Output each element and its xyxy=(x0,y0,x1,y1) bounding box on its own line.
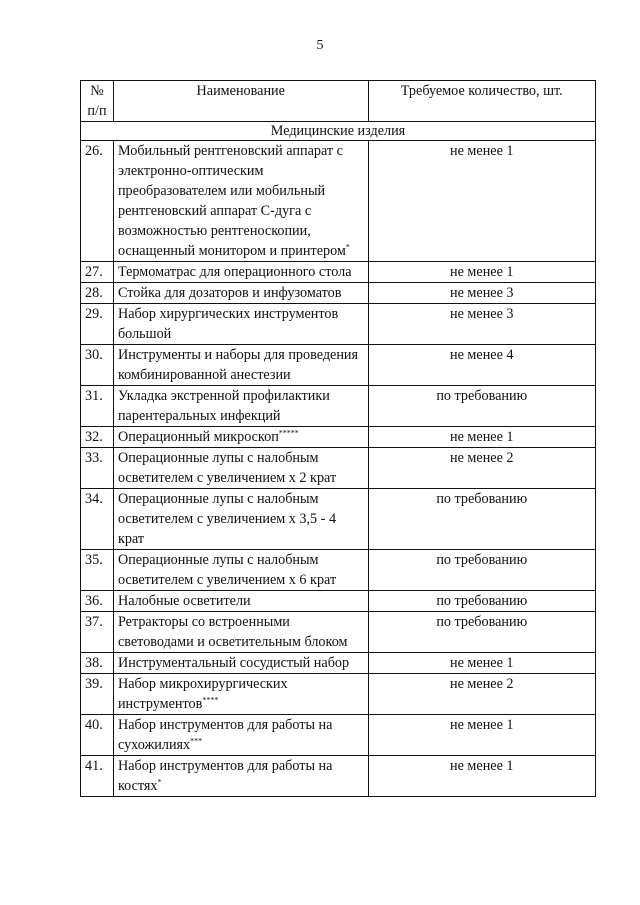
row-name-cell xyxy=(113,653,368,674)
row-quantity: не менее 3 xyxy=(368,304,595,345)
row-name-cell xyxy=(113,674,368,715)
table-row xyxy=(81,283,596,304)
row-name-cell xyxy=(113,283,368,304)
row-number: 34. xyxy=(81,489,114,550)
section-row xyxy=(81,122,596,141)
equipment-table xyxy=(80,80,596,797)
row-quantity: не менее 2 xyxy=(368,448,595,489)
row-quantity: по требованию xyxy=(368,489,595,550)
row-quantity: не менее 2 xyxy=(368,674,595,715)
row-name: Операционные лупы с налобным осветителем с увеличением х 6 крат xyxy=(117,552,337,588)
table-header-row xyxy=(81,81,596,122)
footnote-mark: ***** xyxy=(278,428,299,438)
row-name: Операционные лупы с налобным осветителем с увеличением х 3,5 - 4 крат xyxy=(117,491,337,547)
row-number: 30. xyxy=(81,345,114,386)
row-number: 35. xyxy=(81,550,114,591)
table-row xyxy=(81,550,596,591)
row-number: 41. xyxy=(81,756,114,797)
footnote-mark: * xyxy=(345,242,350,252)
footnote-mark: *** xyxy=(190,736,203,746)
row-name-cell xyxy=(113,304,368,345)
row-number: 26. xyxy=(81,141,114,262)
row-quantity: не менее 1 xyxy=(368,715,595,756)
row-quantity: не менее 1 xyxy=(368,427,595,448)
table-row xyxy=(81,345,596,386)
table-row xyxy=(81,674,596,715)
table-row xyxy=(81,448,596,489)
row-name: Инструментальный сосудистый набор xyxy=(117,655,350,671)
table-row xyxy=(81,591,596,612)
row-name-cell xyxy=(113,550,368,591)
row-name: Ретракторы со встроенными световодами и осветительным блоком xyxy=(117,614,348,650)
footnote-mark: * xyxy=(157,777,162,787)
table-row xyxy=(81,612,596,653)
row-name: Термоматрас для операционного стола xyxy=(117,264,352,280)
section-title: Медицинские изделия xyxy=(81,122,596,141)
row-number: 31. xyxy=(81,386,114,427)
header-qty: Требуемое количество, шт. xyxy=(368,81,595,122)
row-name: Операционный микроскоп xyxy=(117,429,279,445)
row-name: Набор хирургических инструментов большой xyxy=(117,306,339,342)
row-name-cell xyxy=(113,345,368,386)
row-name-cell xyxy=(113,756,368,797)
row-name-cell xyxy=(113,715,368,756)
row-name: Укладка экстренной профилактики парентеральных инфекций xyxy=(117,388,330,424)
row-quantity: не менее 1 xyxy=(368,653,595,674)
row-name-cell xyxy=(113,262,368,283)
row-quantity: не менее 4 xyxy=(368,345,595,386)
page-number: 5 xyxy=(316,38,324,53)
header-num: № п/п xyxy=(81,81,114,122)
header-name: Наименование xyxy=(113,81,368,122)
row-quantity: по требованию xyxy=(368,591,595,612)
row-number: 36. xyxy=(81,591,114,612)
table-row xyxy=(81,715,596,756)
table-row xyxy=(81,427,596,448)
row-name-cell xyxy=(113,489,368,550)
row-name-cell xyxy=(113,141,368,262)
row-name-cell xyxy=(113,386,368,427)
row-number: 29. xyxy=(81,304,114,345)
row-name: Набор инструментов для работы на костях xyxy=(117,758,333,794)
row-quantity: не менее 1 xyxy=(368,262,595,283)
table-row xyxy=(81,756,596,797)
row-name: Мобильный рентгеновский аппарат с электронно-оптическим преобразователем или мобильный рентгеновский аппарат С-дуга с возможностью рентгеноскопии, оснащенный монитором и принтером xyxy=(117,143,346,259)
row-name: Набор микрохирургических инструментов xyxy=(117,676,288,712)
row-number: 40. xyxy=(81,715,114,756)
table-row xyxy=(81,262,596,283)
row-quantity: не менее 3 xyxy=(368,283,595,304)
row-quantity: по требованию xyxy=(368,386,595,427)
row-number: 39. xyxy=(81,674,114,715)
row-quantity: не менее 1 xyxy=(368,756,595,797)
row-name: Инструменты и наборы для проведения комбинированной анестезии xyxy=(117,347,359,383)
row-name-cell xyxy=(113,612,368,653)
footnote-mark: **** xyxy=(202,695,219,705)
row-name: Набор инструментов для работы на сухожилиях xyxy=(117,717,333,753)
table-row xyxy=(81,304,596,345)
row-number: 27. xyxy=(81,262,114,283)
row-quantity: по требованию xyxy=(368,612,595,653)
row-number: 37. xyxy=(81,612,114,653)
row-name-cell xyxy=(113,591,368,612)
row-number: 28. xyxy=(81,283,114,304)
row-number: 32. xyxy=(81,427,114,448)
row-name-cell xyxy=(113,427,368,448)
row-number: 33. xyxy=(81,448,114,489)
table-row xyxy=(81,489,596,550)
row-number: 38. xyxy=(81,653,114,674)
table-row xyxy=(81,386,596,427)
row-name-cell xyxy=(113,448,368,489)
row-name: Стойка для дозаторов и инфузоматов xyxy=(117,285,342,301)
row-quantity: не менее 1 xyxy=(368,141,595,262)
row-quantity: по требованию xyxy=(368,550,595,591)
row-name: Налобные осветители xyxy=(117,593,251,609)
table-row xyxy=(81,141,596,262)
row-name: Операционные лупы с налобным осветителем с увеличением х 2 крат xyxy=(117,450,337,486)
table-row xyxy=(81,653,596,674)
